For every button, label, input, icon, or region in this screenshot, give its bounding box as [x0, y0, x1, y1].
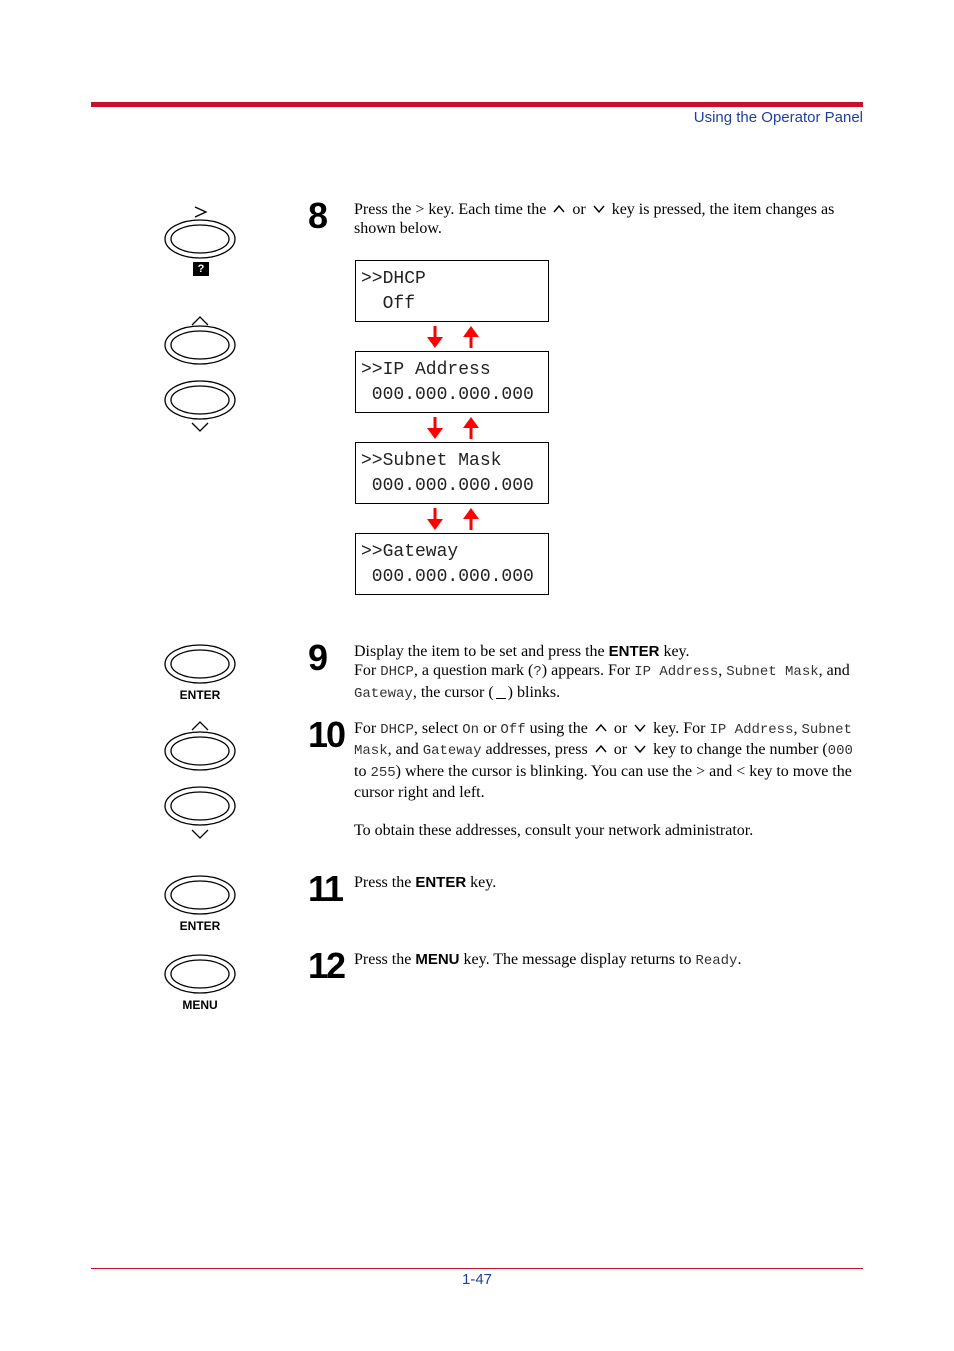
lcd-screen-gateway: >>Gateway 000.000.000.000 — [355, 533, 549, 595]
step-10-text: For DHCP, select On or Off using the or key. For IP Address, Subnet Mask, and Gateway addresses, press or key to change the number (000 to 255) where the cursor is blinking. You can use the > and < key to move the cursor right and left. To obtain these addresses, consult your network administrator. — [354, 719, 864, 840]
chevron-up-icon — [192, 722, 208, 730]
step-8-text: Press the > key. Each time the or key is pressed, the item changes as shown below. — [354, 201, 835, 238]
chevron-down-icon — [192, 830, 208, 838]
step-12-text: Press the MENU key. The message display returns to Ready. — [354, 951, 742, 969]
menu-key[interactable] — [164, 953, 236, 1013]
up-key[interactable] — [164, 314, 236, 366]
step-number: 11 — [308, 868, 343, 909]
header-rule — [91, 102, 863, 107]
chevron-down-icon — [192, 423, 208, 431]
up-key[interactable] — [164, 718, 236, 772]
step-number: 10 — [308, 714, 345, 755]
chevron-down-icon — [633, 722, 647, 733]
chevron-down-icon — [633, 743, 647, 754]
lcd-screen-ip-address: >>IP Address 000.000.000.000 — [355, 351, 549, 413]
step-9-text: Display the item to be set and press the ENTER key. For DHCP, a question mark (?) appears. For IP Address, Subnet Mask, and Gateway, the cursor ( ) blinks. — [354, 643, 850, 702]
step-number: 9 — [308, 637, 327, 678]
step-number: 12 — [308, 945, 345, 986]
lcd-screen-subnet-mask: >>Subnet Mask 000.000.000.000 — [355, 442, 549, 504]
help-badge: ? — [193, 262, 209, 276]
down-key[interactable] — [164, 786, 236, 842]
section-title: Using the Operator Panel — [693, 109, 863, 126]
enter-key-label: ENTER — [179, 919, 221, 933]
enter-key[interactable] — [164, 874, 236, 934]
menu-key-label: MENU — [182, 998, 218, 1012]
greater-than-icon — [195, 207, 206, 217]
chevron-up-icon — [594, 743, 608, 754]
lcd-screen-dhcp: >>DHCP Off — [355, 260, 549, 322]
step-number: 8 — [308, 195, 327, 236]
chevron-up-icon — [594, 722, 608, 733]
chevron-up-icon — [552, 203, 566, 214]
cycle-arrows — [424, 416, 484, 440]
chevron-up-icon — [192, 317, 208, 325]
cursor-icon — [496, 686, 506, 699]
footer-rule — [91, 1268, 863, 1269]
page-number: 1-47 — [461, 1271, 493, 1288]
right-arrow-key[interactable] — [164, 204, 236, 264]
step-10-note: To obtain these addresses, consult your network administrator. — [354, 822, 754, 840]
cycle-arrows — [424, 325, 484, 349]
enter-key-label: ENTER — [179, 688, 221, 702]
step-11-text: Press the ENTER key. — [354, 874, 497, 891]
chevron-down-icon — [592, 203, 606, 214]
down-key[interactable] — [164, 380, 236, 436]
enter-key[interactable] — [164, 643, 236, 703]
cycle-arrows — [424, 507, 484, 531]
